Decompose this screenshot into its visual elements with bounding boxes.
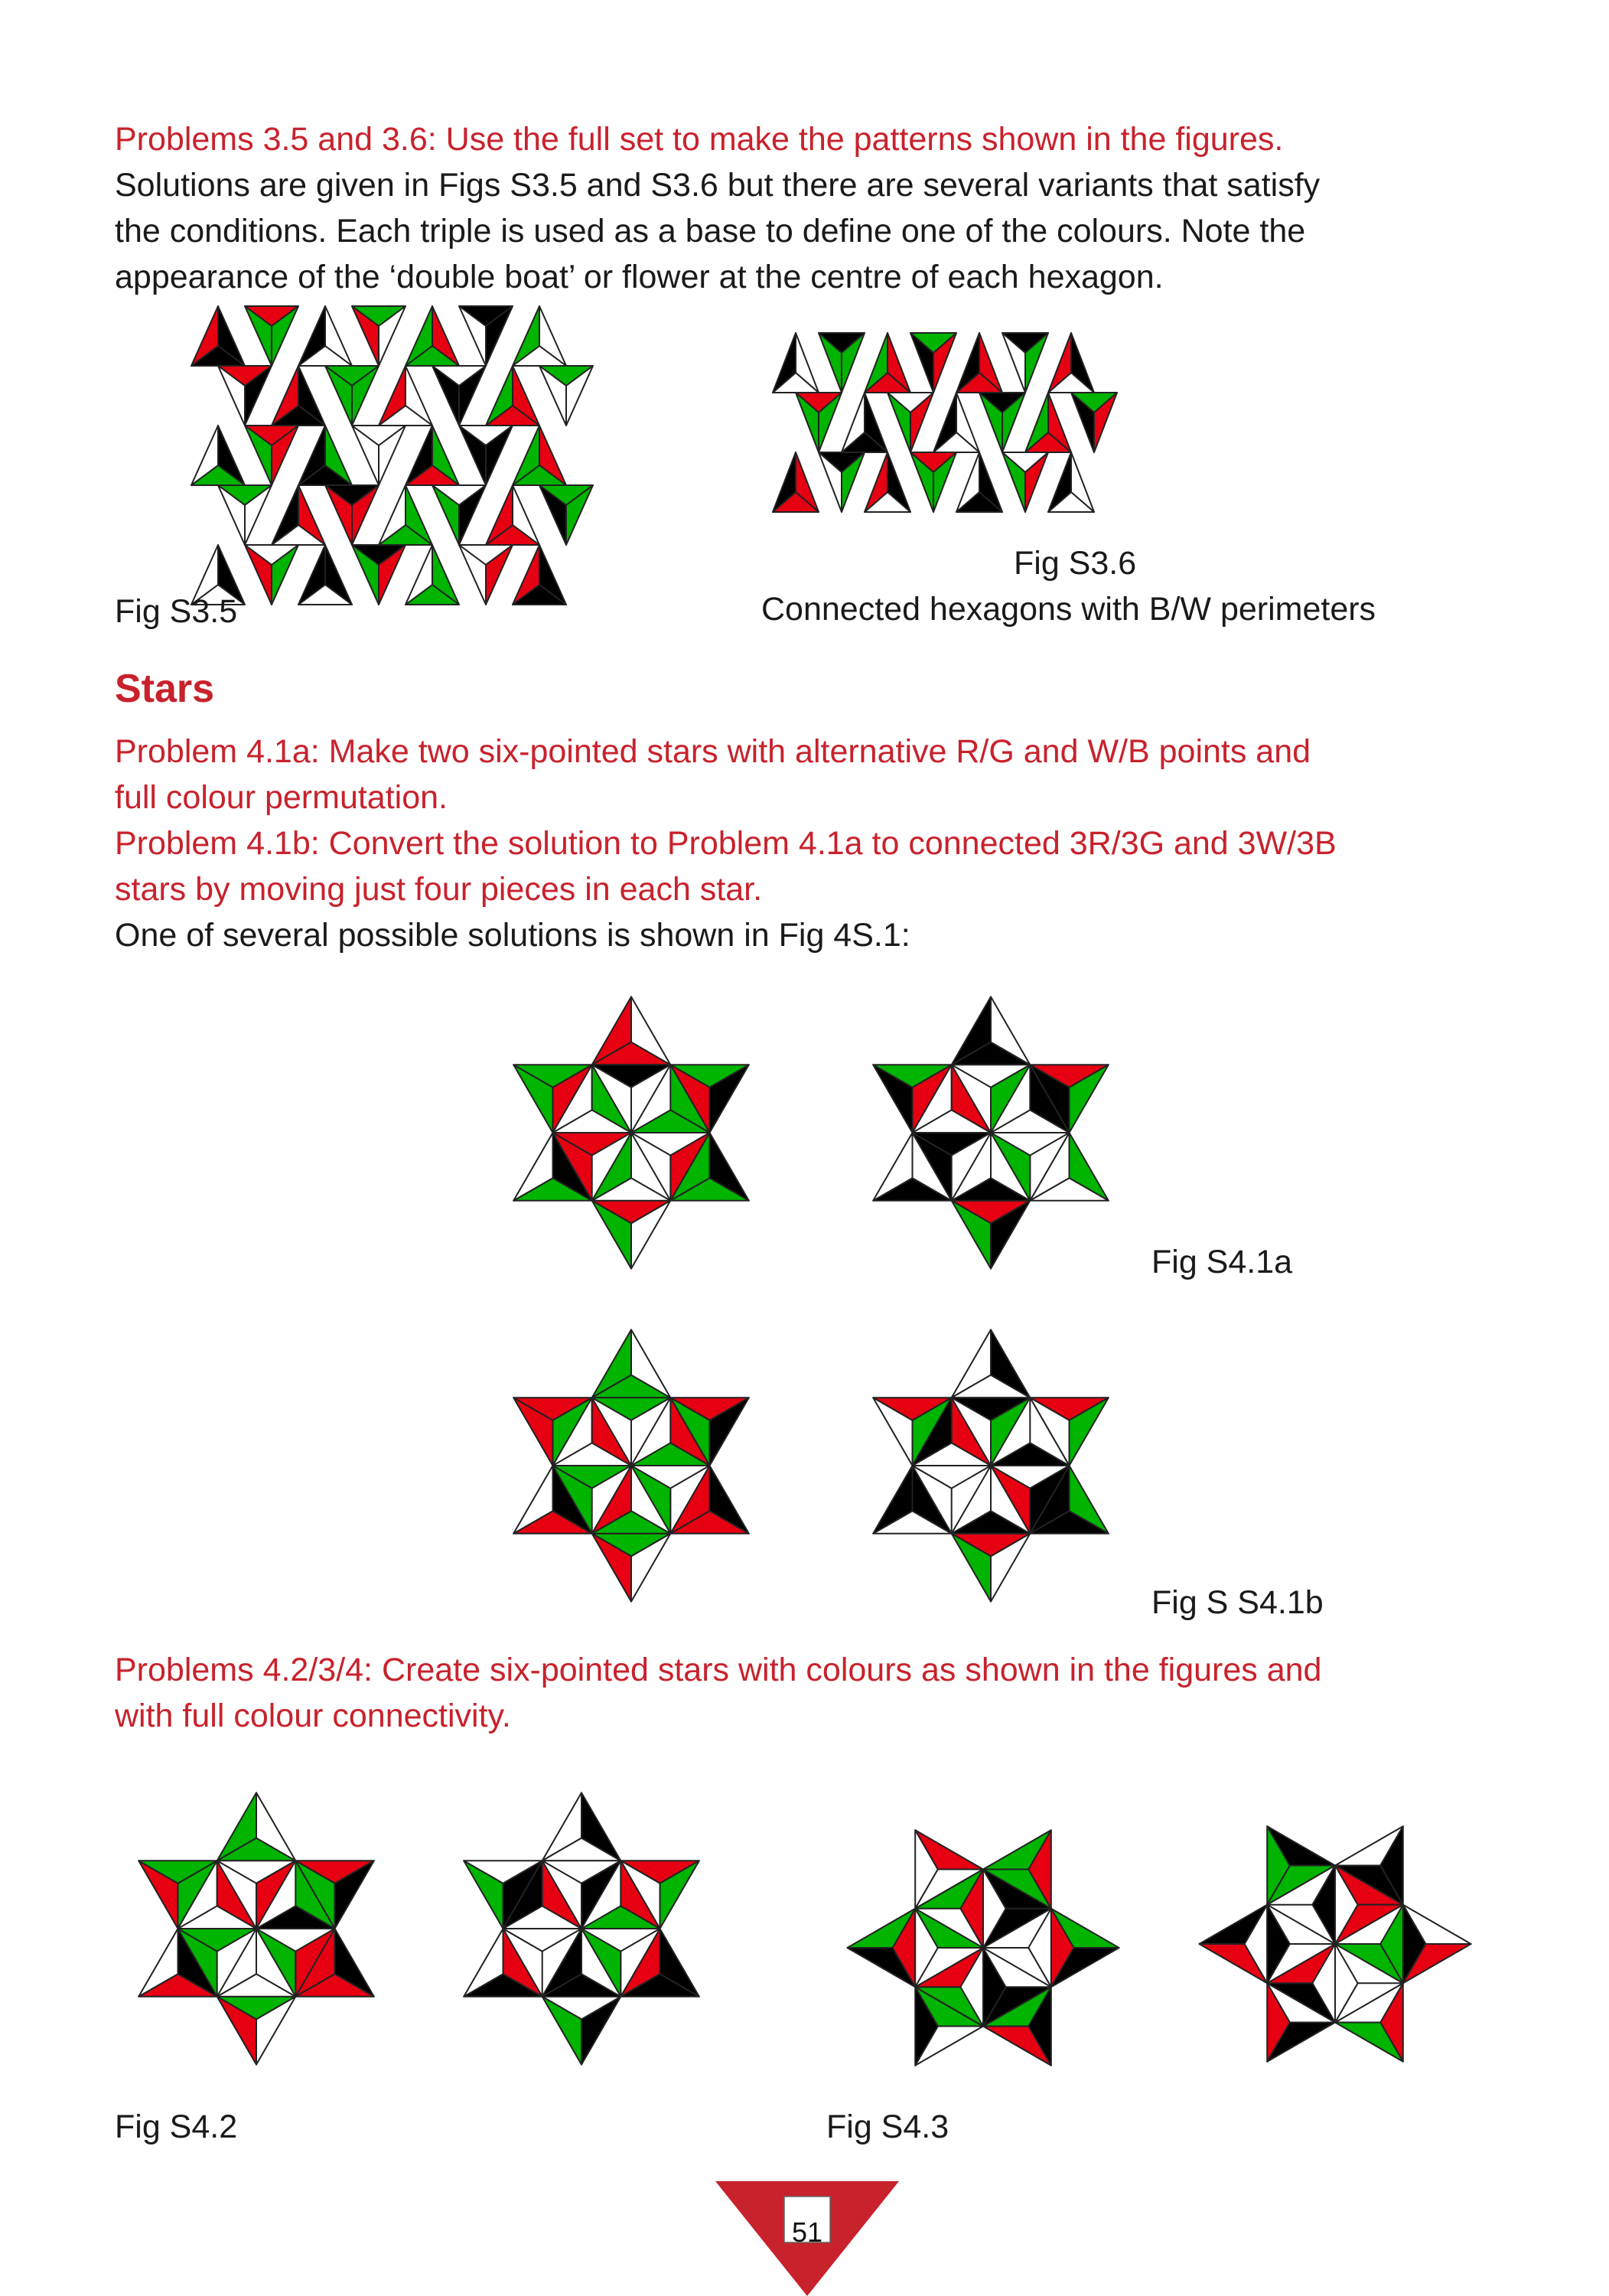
problem-4-1a-line-2: full colour permutation. [115, 779, 448, 816]
fig-s3-5-pattern [191, 306, 666, 635]
stars-heading: Stars [115, 667, 215, 711]
fig-s4-1a-left-star [490, 972, 773, 1293]
fig-s4-1a-caption: Fig S4.1a [1151, 1244, 1293, 1280]
fig-s3-5-caption: Fig S3.5 [115, 593, 238, 630]
fig-s4-2-left-star [115, 1768, 398, 2089]
problem-4-2-line-2: with full colour connectivity. [115, 1698, 511, 1734]
fig-s3-6-caption: Fig S3.6 [1014, 545, 1137, 582]
fig-s4-1b-left-star [490, 1305, 773, 1626]
problem-4-2-line-1: Problems 4.2/3/4: Create six-pointed stars with colours as shown in the figures and [115, 1652, 1322, 1688]
page-number: 51 [791, 2216, 823, 2248]
problem-4-1b-line-2: stars by moving just four pieces in each star. [115, 871, 763, 908]
fig-s3-6-pattern [773, 333, 1408, 517]
solution-note: One of several possible solutions is shown in Fig 4S.1: [115, 917, 910, 954]
fig-s4-3-right-star [1174, 1802, 1496, 2086]
fig-s4-3-caption: Fig S4.3 [826, 2108, 949, 2145]
fig-s4-1b-caption: Fig S S4.1b [1151, 1584, 1324, 1621]
fig-s4-3-left-star [822, 1806, 1144, 2089]
problem-4-1a-line-1: Problem 4.1a: Make two six-pointed stars with alternative R/G and W/B points and [115, 733, 1311, 770]
fig-s4-1b-right-star [849, 1305, 1132, 1626]
problem-3-5-heading: Problems 3.5 and 3.6: Use the full set to make the patterns shown in the figures. [115, 121, 1284, 158]
solution-text-line-3: appearance of the ‘double boat’ or flower at the centre of each hexagon. [115, 259, 1164, 295]
problem-4-1b-line-1: Problem 4.1b: Convert the solution to Problem 4.1a to connected 3R/3G and 3W/3B [115, 825, 1337, 862]
fig-s4-2-right-star [440, 1768, 723, 2089]
fig-s4-2-caption: Fig S4.2 [115, 2108, 238, 2145]
fig-s3-6-subcaption: Connected hexagons with B/W perimeters [761, 591, 1376, 628]
fig-s4-1a-right-star [849, 972, 1132, 1293]
solution-text-line-2: the conditions. Each triple is used as a base to define one of the colours. Note the [115, 213, 1306, 249]
solution-text-line-1: Solutions are given in Figs S3.5 and S3.6 but there are several variants that satisfy [115, 167, 1321, 204]
